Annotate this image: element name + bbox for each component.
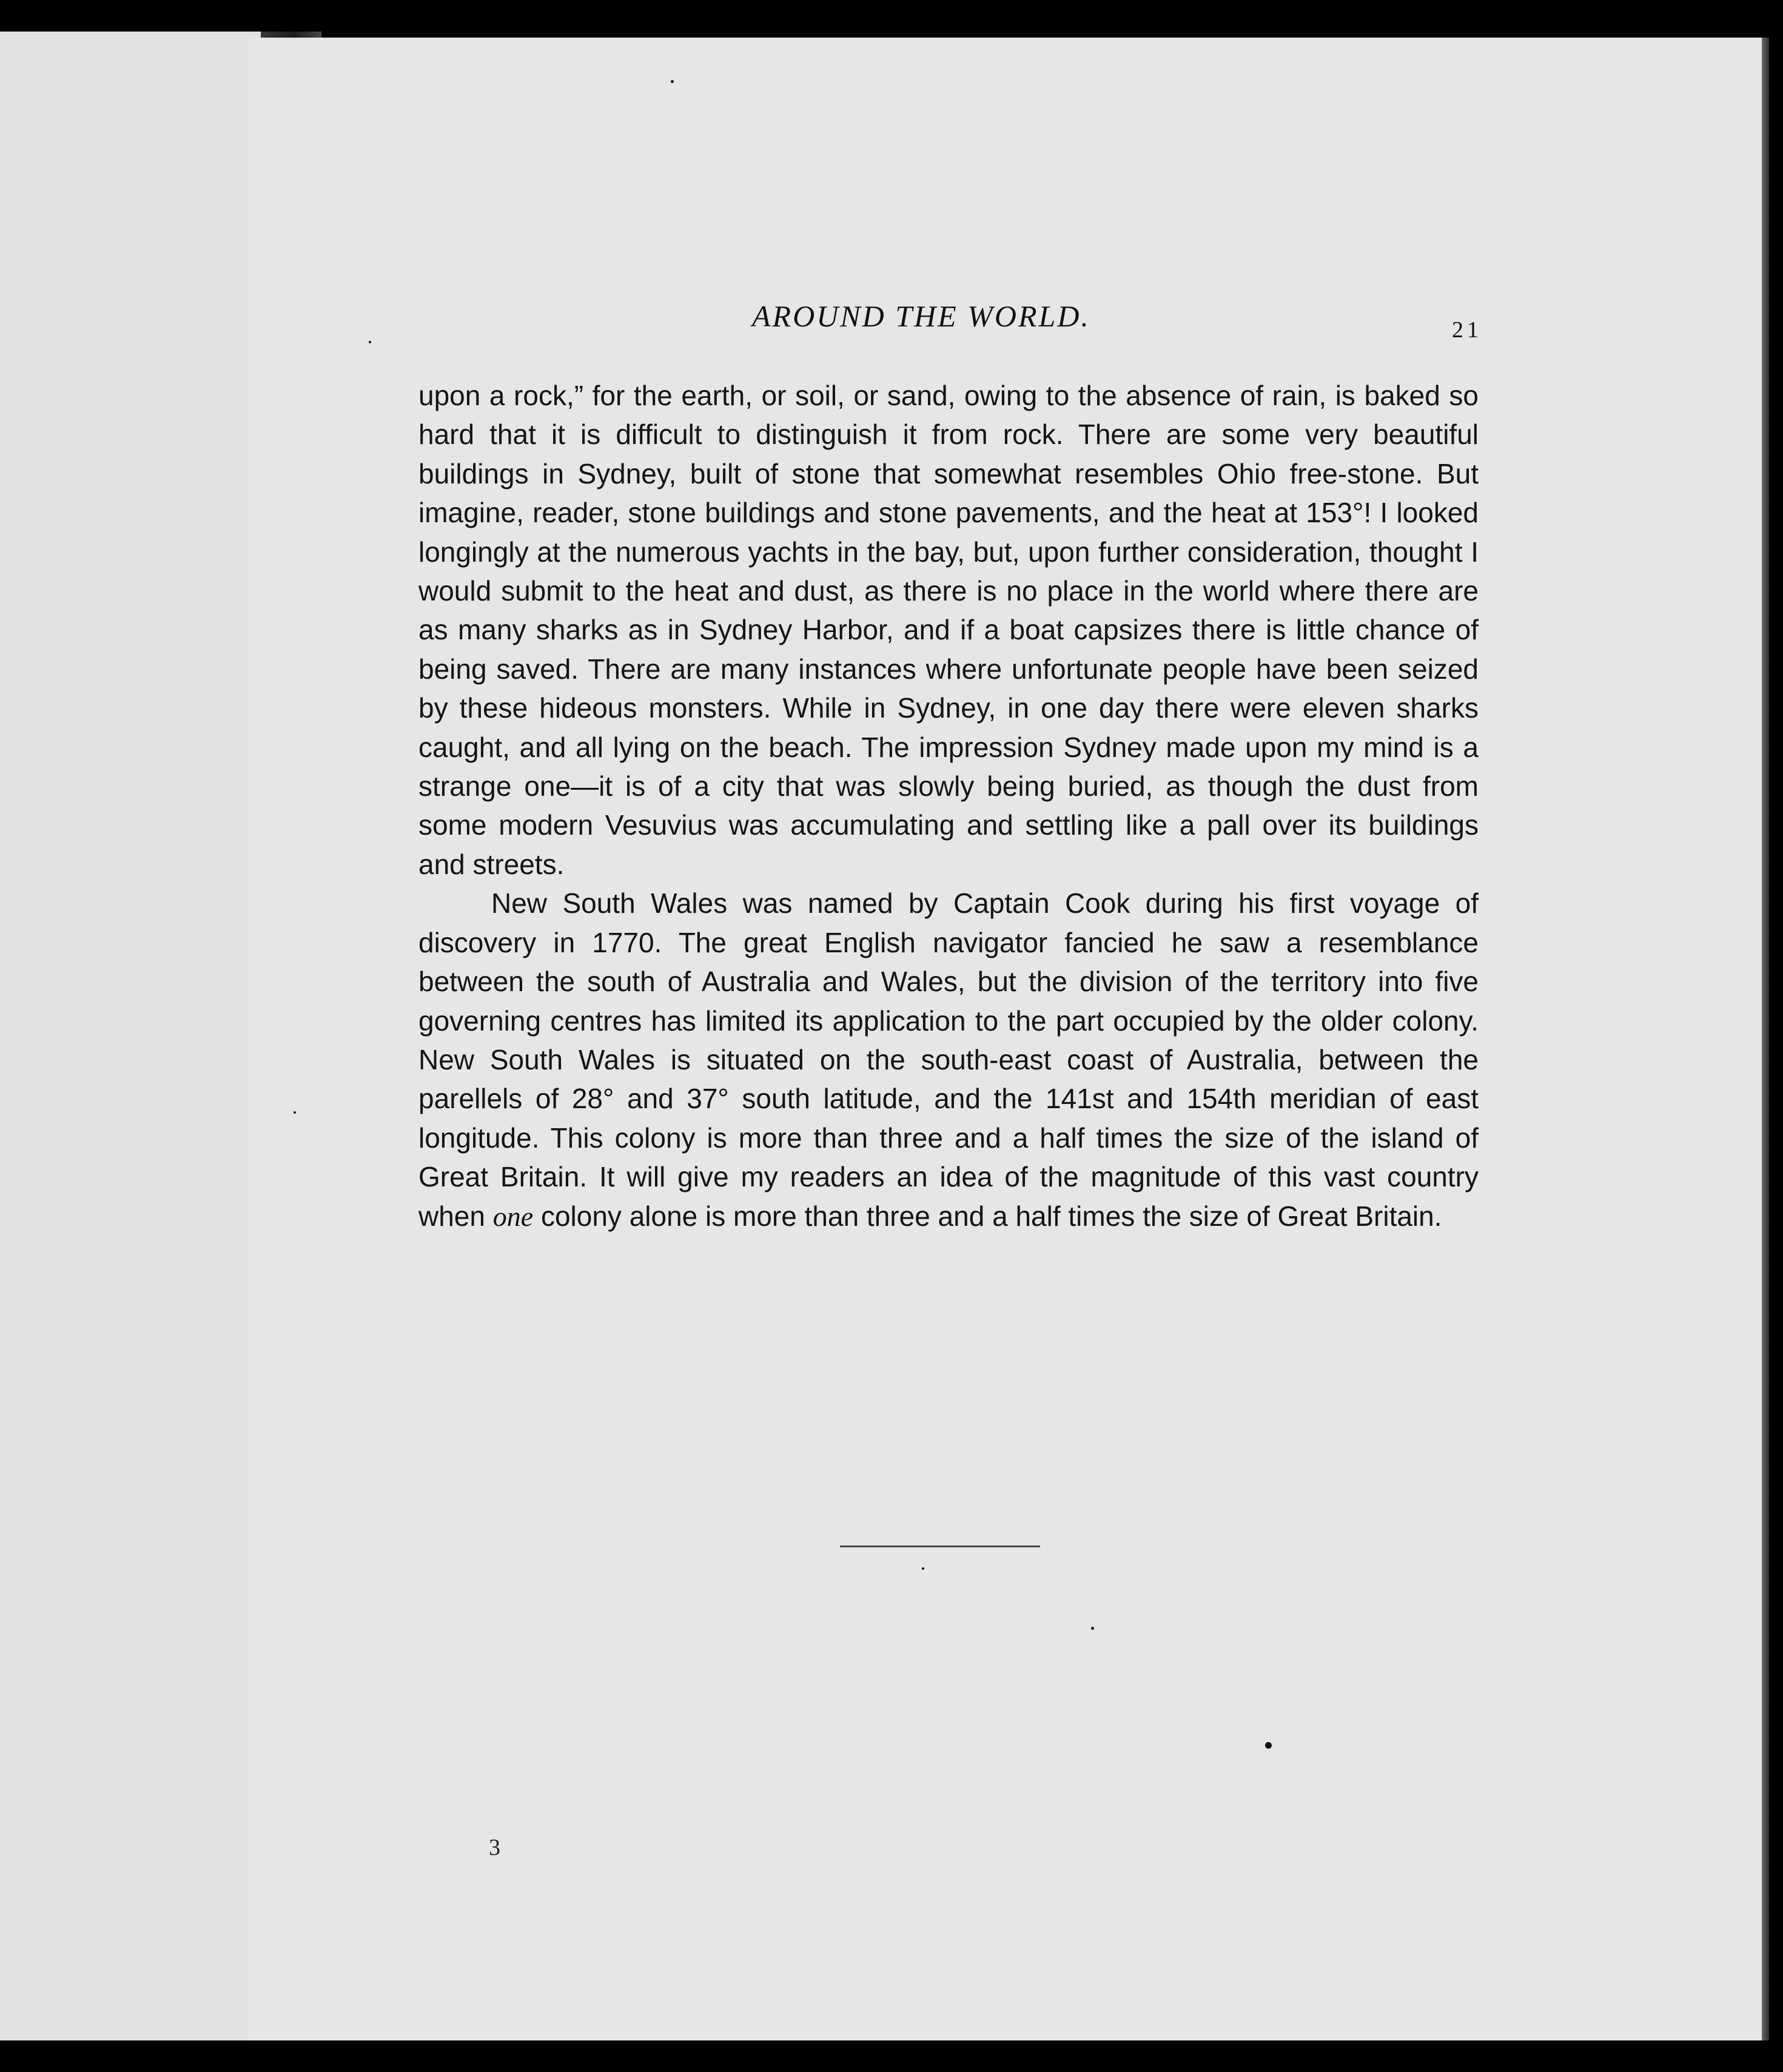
paragraph-1: upon a rock,” for the earth, or soil, or sand, owing to the absence of rain, is baked so hard that it is difficult to distinguish it from rock. There are some very beautiful buildings in Sydney, built of stone that somewhat resembles Ohio free-stone. But imagine, reader, stone buildings and stone pavements, and the heat at 153°! I looked longingly at the numerous yachts in the bay, but, upon further consideration, thought I would submit to the heat and dust, as there is no place in the world where there are as many sharks as in Sydney Harbor, and if a boat capsizes there is little chance of being saved. There are many instances where unfortunate people have been seized by these hideous monsters. While in Sydney, in one day there were eleven sharks caught, and all lying on the beach. The impression Sydney made upon my mind is a strange one—it is of a city that was slowly being buried, as though the dust from some modern Vesuvius was accumulating and settling like a pall over its buildings and streets. (418, 380, 1479, 880)
decorative-rule (840, 1546, 1040, 1547)
body-text (418, 376, 1479, 1236)
paragraph-2-text-a: New South Wales was named by Captain Cook during his first voyage of discovery in 1770. The great English navigator fancied he saw a resemblance between the south of Australia and Wales, but the division of the territory into five governing centres has limited its application to the part occupied by the older colony. New South Wales is situated on the south-east coast of Australia, between the parellels of 28° and 37° south latitude, and the 141st and 154th meridian of east longitude. This colony is more than three and a half times the size of the island of Great Britain. It will give my readers an idea of the magnitude of this vast country when (418, 887, 1479, 1232)
paragraph-2 (418, 884, 1479, 1236)
print-speck (294, 1111, 296, 1114)
page-edge (1762, 38, 1769, 2040)
print-speck (671, 80, 674, 83)
paragraph-2-emphasis: one (492, 1200, 534, 1232)
signature-mark: 3 (489, 1835, 500, 1860)
print-speck (1091, 1627, 1094, 1630)
print-speck (369, 341, 371, 343)
print-speck (922, 1567, 924, 1570)
left-page (0, 32, 261, 2040)
page-number: 21 (1452, 317, 1482, 343)
print-speck (1265, 1742, 1272, 1749)
running-head: AROUND THE WORLD. (752, 299, 1090, 333)
paragraph-2-text-b: colony alone is more than three and a half times the size of Great Britain. (533, 1200, 1442, 1232)
